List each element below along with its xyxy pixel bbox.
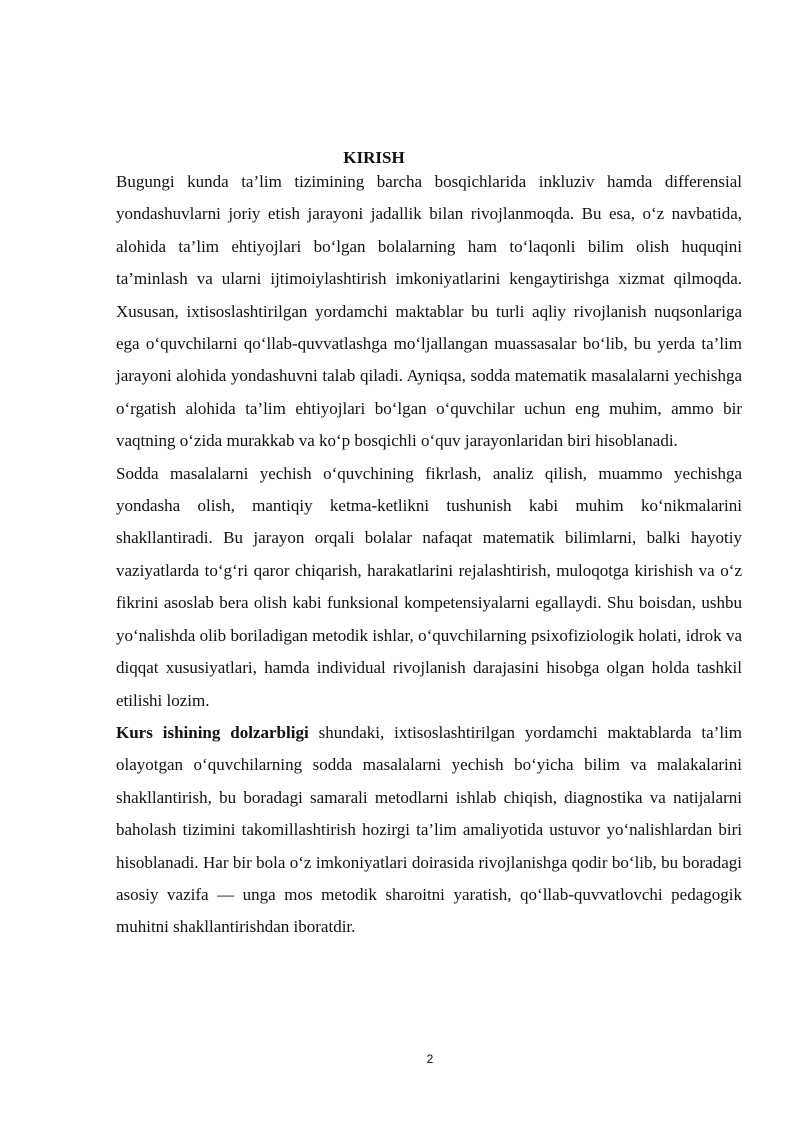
paragraph-skills (116, 458, 742, 717)
paragraph-text: Sodda masalalarni yechish o‘quvchining fikrlash, analiz qilish, muammo yechishga yondasha olish, mantiqiy ketma-ketlikni tushunish kabi muhim ko‘nikmalarini shakllantiradi. Bu jarayon orqali bolalar nafaqat matematik bilimlarni, balki hayotiy vaziyatlarda to‘g‘ri qaror chiqarish, harakatlarini rejalashtirish, muloqotga kirishish va o‘z fikrini asoslab bera olish kabi funksional kompetensiyalarni egallaydi. Shu boisdan, ushbu yo‘nalishda olib boriladigan metodik ishlar, o‘quvchilarning psixofiziologik holati, idrok va diqqat xususiyatlari, hamda individual rivojlanish darajasini hisobga olgan holda tashkil etilishi lozim. (116, 463, 742, 710)
paragraph-text: shundaki, ixtisoslashtirilgan yordamchi maktablarda ta’lim olayotgan o‘quvchilarning sodda masalalarni yechish bo‘yicha bilim va malakalarini shakllantirish, bu boradagi samarali metodlarni ishlab chiqish, diagnostika va natijalarni baholash tizimini takomillashtirish hozirgi ta’lim amaliyotida ustuvor yo‘nalishlardan biri hisoblanadi. Har bir bola o‘z imkoniyatlari doirasida rivojlanishga qodir bo‘lib, bu boradagi asosiy vazifa — unga mos metodik sharoitni yaratish, qo‘llab-quvvatlovchi pedagogik muhitni shakllantirishdan iboratdir. (116, 722, 743, 937)
body-text (116, 166, 742, 944)
paragraph-lead-bold: Kurs ishining dolzarbligi (116, 722, 309, 742)
paragraph-text: Bugungi kunda ta’lim tizimining barcha bosqichlarida inkluziv hamda differensial yondashuvlarni joriy etish jarayoni jadallik bilan rivojlanmoqda. Bu esa, o‘z navbatida, alohida ta’lim ehtiyojlari bo‘lgan bolalarning ham to‘laqonli bilim olish huquqini ta’minlash va ularni ijtimoiylashtirish imkoniyatlarini kengaytirishga xizmat qilmoqda. Xususan, ixtisoslashtirilgan yordamchi maktablar bu turli aqliy rivojlanish nuqsonlariga ega o‘quvchilarni qo‘llab-quvvatlashga mo‘ljallangan muassasalar bo‘lib, bu yerda ta’lim jarayoni alohida yondashuvni talab qiladi. Ayniqsa, sodda matematik masalalarni yechishga o‘rgatish alohida ta’lim ehtiyojlari bo‘lgan o‘quvchilar uchun eng muhim, ammo bir vaqtning o‘zida murakkab va ko‘p bosqichli o‘quv jarayonlaridan biri hisoblanadi. (116, 172, 742, 451)
paragraph-relevance (116, 717, 742, 944)
page-title: KIRISH (343, 148, 405, 167)
page-number: 2 (426, 1052, 434, 1066)
paragraph-intro (116, 166, 742, 458)
